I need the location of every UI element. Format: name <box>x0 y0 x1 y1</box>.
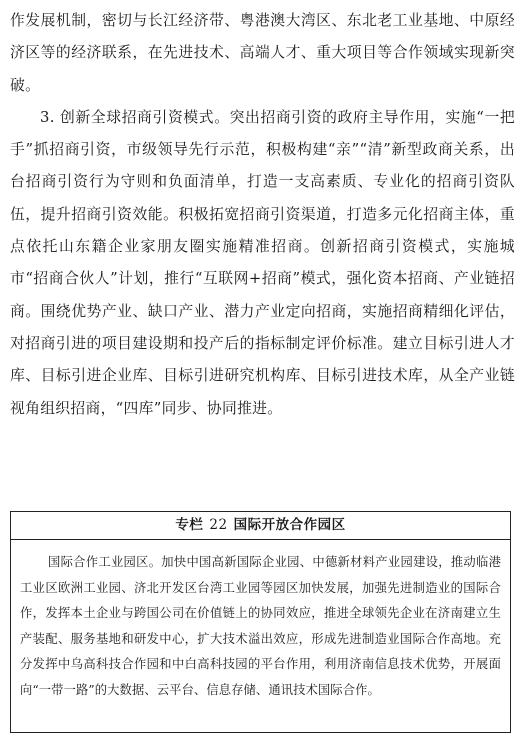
feature-box-body: 国际合作工业园区。加快中国高新国际企业园、中德新材料产业园建设，推动临港工业区欧洲工业园、济北开发区台湾工业园等园区加快发展，加强先进制造业的国际合作，发挥本土企业与跨国公司在价值链上的协同效应，推进全球领先企业在济南建立生产装配、服务基地和研发中心，扩大技术溢出效应，形成先进制造业国际合作高地。充分发挥中乌高科技合作园和中白高科技园的平台作用，利用济南信息技术优势，开展面向“一带一路”的大数据、云平台、信息存储、通讯技术国际合作。 <box>20 555 501 697</box>
feature-box-label: 专栏 <box>175 517 204 533</box>
feature-box-header <box>11 512 510 540</box>
feature-box <box>10 511 511 733</box>
feature-box-title: 国际开放合作园区 <box>233 517 346 533</box>
feature-box-number: 22 <box>209 517 228 533</box>
paragraph-investment-model: 3. 创新全球招商引资模式。突出招商引资的政府主导作用，实施“一把手”抓招商引资，市级领导先行示范，积极构建“亲”“清”新型政商关系，出台招商引资行为守则和负面清单，打造一支高素质、专业化的招商引资队伍，提升招商引资效能。积极拓宽招商引资渠道，打造多元化招商主体，重点依托山东籍企业家朋友圈实施精准招商。创新招商引资模式，实施城市“招商合伙人”计划，推行“互联网+招商”模式，强化资本招商、产业链招商。围绕优势产业、缺口产业、潜力产业定向招商，实施招商精细化评估，对招商引进的项目建设期和投产后的指标制定评价标准。建立目标引进人才库、目标引进企业库、目标引进研究机构库、目标引进技术库，从全产业链视角组织招商，“四库”同步、协同推进。 <box>10 108 515 417</box>
document-page <box>10 0 515 425</box>
paragraph-continuation: 作发展机制，密切与长江经济带、粤港澳大湾区、东北老工业基地、中原经济区等的经济联系，在先进技术、高端人才、重大项目等合作领域实现新突破。 <box>10 12 515 94</box>
